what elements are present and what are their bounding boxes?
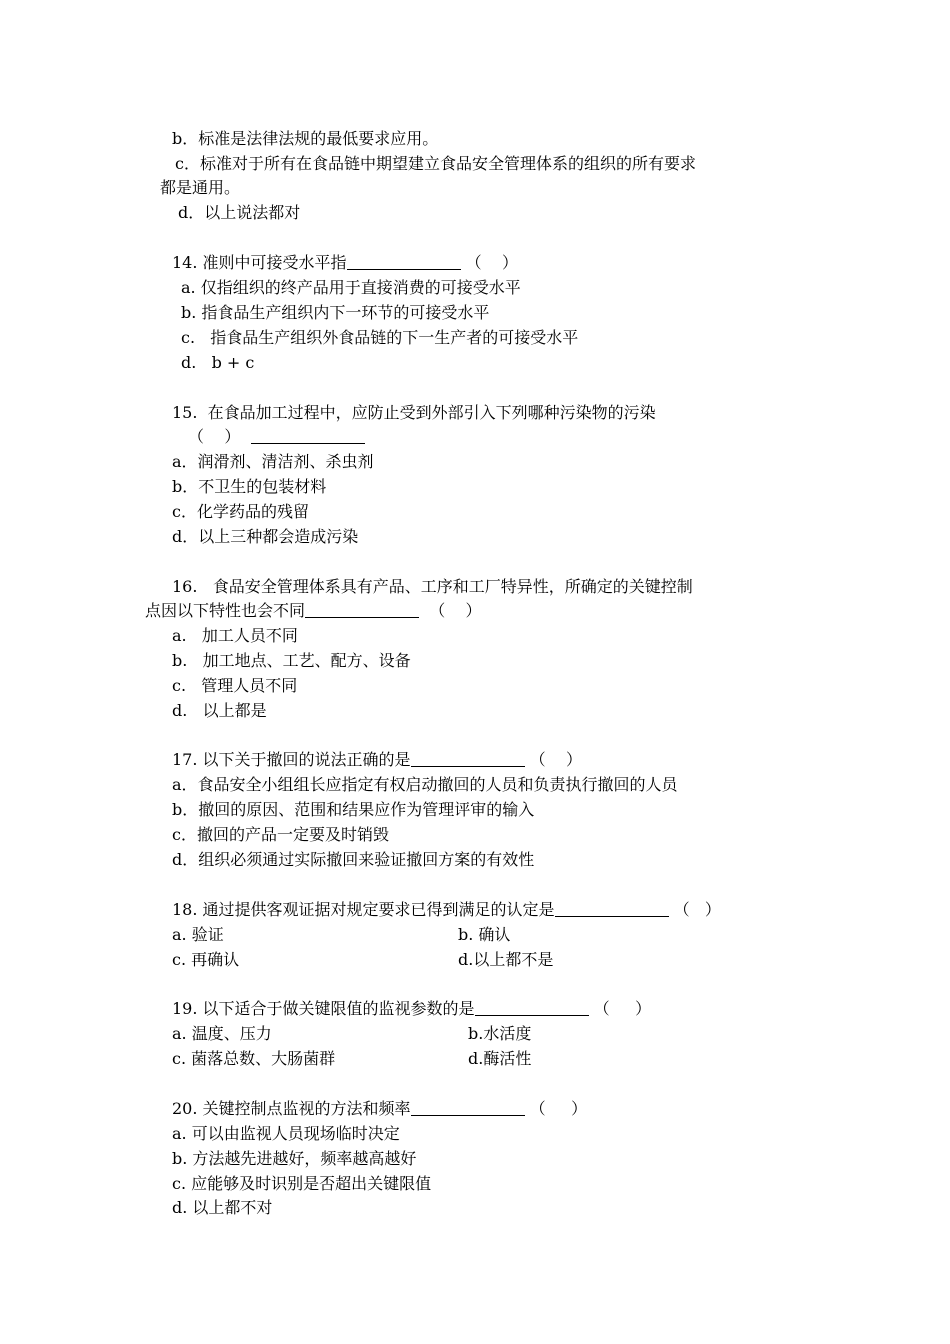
q20-stem-line	[172, 1099, 587, 1119]
q14-stem-line	[172, 253, 518, 273]
q20-paren: （ ）	[529, 1099, 588, 1118]
q15-option-d: d．以上三种都会造成污染	[172, 527, 359, 546]
q16-stem: 点因以下特性也会不同	[145, 601, 306, 620]
q15-stem: 15. 在食品加工过程中，应防止受到外部引入下列哪种污染物的污染	[172, 403, 656, 422]
q19-paren: （ ）	[593, 999, 652, 1018]
q14-option-c: c. 指食品生产组织外食品链的下一生产者的可接受水平	[181, 328, 579, 347]
q18-option-d: d.以上都不是	[458, 950, 554, 969]
q15-option-c: c．化学药品的残留	[172, 502, 309, 521]
q19-option-a: a. 温度、压力	[172, 1024, 272, 1043]
q15-option-a: a．润滑剂、清洁剂、杀虫剂	[172, 452, 374, 471]
q20-option-d: d. 以上都不对	[172, 1198, 273, 1217]
q14-option-a: a. 仅指组织的终产品用于直接消费的可接受水平	[181, 278, 521, 297]
q14-option-b: b. 指食品生产组织内下一环节的可接受水平	[181, 303, 490, 322]
q16-option-a: a. 加工人员不同	[172, 626, 298, 645]
q18-option-c: c. 再确认	[172, 950, 240, 969]
q17-stem: 17. 以下关于撤回的说法正确的是	[172, 750, 411, 769]
q16-option-b: b. 加工地点、工艺、配方、设备	[172, 651, 411, 670]
q16-stem-line1: 16. 食品安全管理体系具有产品、工序和工厂特异性，所确定的关键控制	[172, 577, 693, 596]
q18-answer-blank	[555, 900, 669, 917]
q20-option-a: a. 可以由监视人员现场临时决定	[172, 1124, 400, 1143]
q16-answer-blank	[305, 601, 419, 618]
q16-option-c: c. 管理人员不同	[172, 676, 298, 695]
q13-option-b: b．标准是法律法规的最低要求应用。	[172, 129, 439, 148]
q14-answer-blank	[347, 253, 461, 270]
q18-option-a: a. 验证	[172, 925, 224, 944]
q17-answer-blank	[411, 750, 525, 767]
q19-option-c: c. 菌落总数、大肠菌群	[172, 1049, 336, 1068]
q15-paren: （ ）	[188, 427, 241, 446]
q18-stem: 18. 通过提供客观证据对规定要求已得到满足的认定是	[172, 900, 555, 919]
q17-option-b: b．撤回的原因、范围和结果应作为管理评审的输入	[172, 800, 535, 819]
q20-option-c: c. 应能够及时识别是否超出关键限值	[172, 1174, 432, 1193]
q17-option-d: d．组织必须通过实际撤回来验证撤回方案的有效性	[172, 850, 535, 869]
q19-stem: 19. 以下适合于做关键限值的监视参数的是	[172, 999, 475, 1018]
q14-option-d: d. b + c	[181, 353, 255, 372]
q18-stem-line	[172, 900, 721, 920]
q15-answer-blank	[251, 427, 365, 444]
q19-option-b: b.水活度	[468, 1024, 532, 1043]
q17-option-a: a．食品安全小组组长应指定有权启动撤回的人员和负责执行撤回的人员	[172, 775, 678, 794]
q17-option-c: c．撤回的产品一定要及时销毁	[172, 825, 389, 844]
q19-answer-blank	[475, 999, 589, 1016]
q20-stem: 20. 关键控制点监视的方法和频率	[172, 1099, 411, 1118]
q13-option-d: d．以上说法都对	[178, 203, 301, 222]
q13-option-c-line1: c．标准对于所有在食品链中期望建立食品安全管理体系的组织的所有要求	[175, 154, 696, 173]
q19-stem-line	[172, 999, 651, 1019]
q20-option-b: b. 方法越先进越好，频率越高越好	[172, 1149, 417, 1168]
q18-paren: （ ）	[673, 900, 721, 919]
q18-option-b: b. 确认	[458, 925, 511, 944]
q15-paren-line	[188, 427, 365, 447]
q19-option-d: d.酶活性	[468, 1049, 532, 1068]
q16-stem-line2	[145, 601, 482, 621]
q20-answer-blank	[411, 1099, 525, 1116]
q16-paren: （ ）	[429, 601, 482, 620]
q17-stem-line	[172, 750, 582, 770]
q14-stem: 14. 准则中可接受水平指	[172, 253, 347, 272]
q16-option-d: d. 以上都是	[172, 701, 267, 720]
q15-option-b: b．不卫生的包装材料	[172, 477, 327, 496]
q13-option-c-line2: 都是通用。	[160, 178, 241, 197]
q17-paren: （ ）	[529, 750, 582, 769]
q14-paren: （ ）	[465, 253, 518, 272]
